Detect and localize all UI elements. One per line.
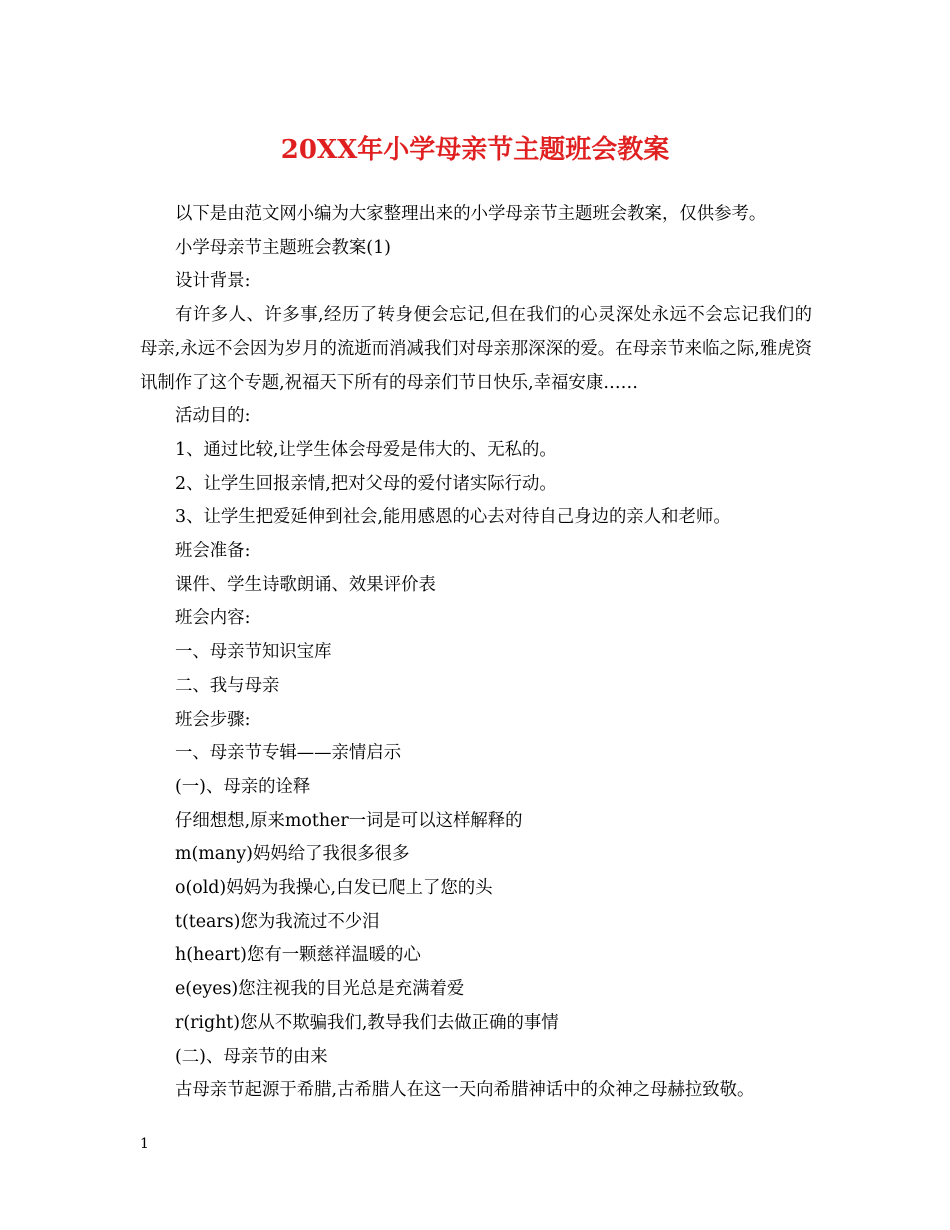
activity-goal-item: 2、让学生回报亲情,把对父母的爱付诸实际行动。 — [175, 473, 557, 494]
design-background-heading: 设计背景: — [175, 271, 251, 292]
class-content-item: 一、母亲节知识宝库 — [175, 642, 332, 663]
lesson-plan-heading: 小学母亲节主题班会教案(1) — [175, 237, 391, 258]
class-preparation-text: 课件、学生诗歌朗诵、效果评价表 — [175, 574, 436, 595]
mother-letter-line: o(old)妈妈为我操心,白发已爬上了您的头 — [175, 878, 493, 899]
mother-letter-line: t(tears)您为我流过不少泪 — [175, 911, 380, 932]
activity-goal-item: 3、让学生把爱延伸到社会,能用感恩的心去对待自己身边的亲人和老师。 — [175, 507, 731, 528]
activity-goals-heading: 活动目的: — [175, 406, 251, 427]
subsection-heading: (二)、母亲节的由来 — [175, 1046, 328, 1067]
design-background-paragraph: 有许多人、许多事,经历了转身便会忘记,但在我们的心灵深处永远不会忘记我们的母亲,永远不会因为岁月的流逝而消减我们对母亲那深深的爱。在母亲节来临之际,雅虎资讯制作了这个专题,祝福天下所有的母亲们节日快乐,幸福安康…… — [140, 305, 812, 393]
mother-letter-line: m(many)妈妈给了我很多很多 — [175, 844, 410, 865]
document-body — [140, 198, 812, 1108]
class-content-heading: 班会内容: — [175, 608, 251, 629]
section-heading: 一、母亲节专辑——亲情启示 — [175, 743, 402, 764]
class-steps-heading: 班会步骤: — [175, 709, 251, 730]
mother-letter-line: e(eyes)您注视我的目光总是充满着爱 — [175, 979, 465, 1000]
document-title: 20XX年小学母亲节主题班会教案 — [280, 135, 670, 165]
mother-explanation-intro: 仔细想想,原来mother一词是可以这样解释的 — [175, 810, 523, 831]
class-preparation-heading: 班会准备: — [175, 541, 251, 562]
activity-goal-item: 1、通过比较,让学生体会母爱是伟大的、无私的。 — [175, 439, 557, 460]
class-content-item: 二、我与母亲 — [175, 675, 280, 696]
mothers-day-origin-paragraph: 古母亲节起源于希腊,古希腊人在这一天向希腊神话中的众神之母赫拉致敬。 — [175, 1080, 755, 1101]
page-number: 1 — [140, 1136, 149, 1152]
mother-letter-line: r(right)您从不欺骗我们,教导我们去做正确的事情 — [175, 1012, 559, 1033]
mother-letter-line: h(heart)您有一颗慈祥温暖的心 — [175, 945, 421, 966]
subsection-heading: (一)、母亲的诠释 — [175, 776, 311, 797]
intro-paragraph: 以下是由范文网小编为大家整理出来的小学母亲节主题班会教案，仅供参考。 — [175, 204, 767, 224]
